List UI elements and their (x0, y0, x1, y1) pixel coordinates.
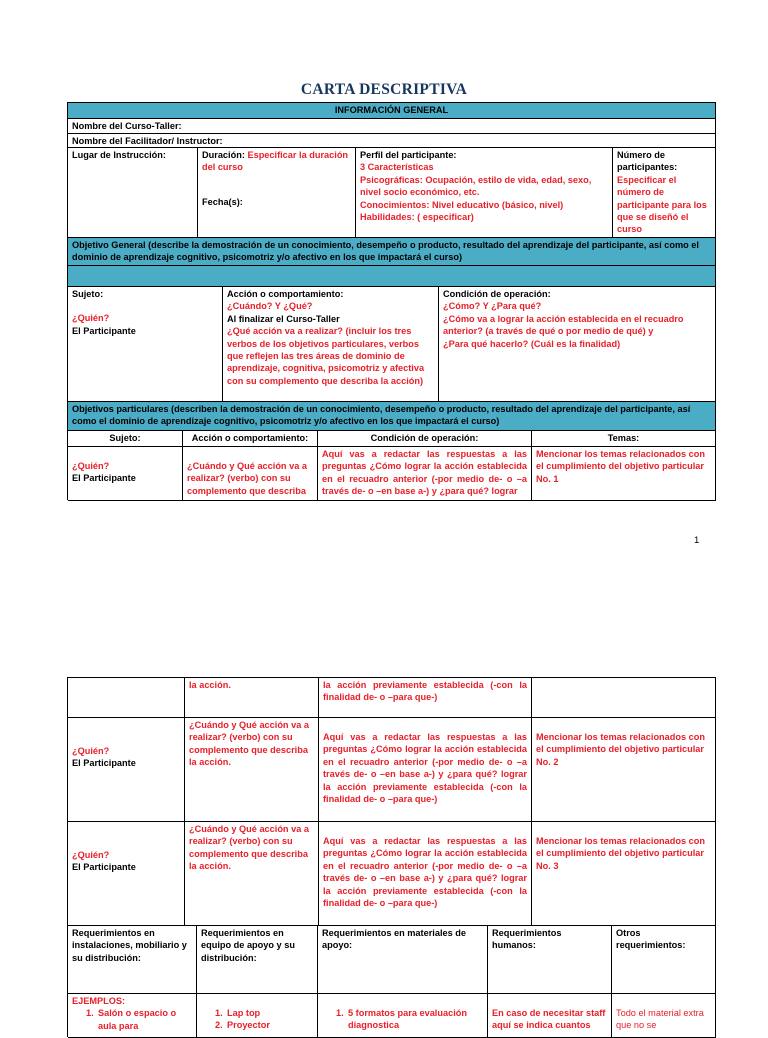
profile-line-2: Psicográficas: Ocupación, estilo de vida, edad, sexo, nivel socio económico, etc. (360, 174, 592, 198)
go-action-line-3: ¿Qué acción va a realizar? (incluir los tres verbos de los objetivos particulares, verbos que reflejen las tres áreas de dominio de aprendizaje, cognitiva, psicomotriz y afectiva con su complemento que describa la acción) (227, 326, 425, 386)
p2-row2-topics (532, 718, 716, 822)
po-row1-topics: Mencionar los temas relacionados con el cumplimiento del objetivo particular No. 1 (532, 447, 716, 501)
general-info-table (67, 102, 716, 500)
ex-other-text: Todo el material extra que no se (616, 1008, 704, 1031)
examples-label: EJEMPLOS: (72, 996, 126, 1006)
p2-row3-subject-value: El Participante (72, 862, 136, 873)
po-col-topics: Temas: (532, 431, 716, 447)
p2-row2-subject (68, 718, 185, 822)
p2-cont-subject (68, 678, 185, 718)
p2-row3-subject-question: ¿Quién? (72, 850, 110, 860)
ex-facilities-item-1: 1. Salón o espacio o aula para (86, 1008, 177, 1031)
ex-materials (318, 994, 488, 1038)
ex-other (612, 994, 716, 1038)
po-row1-subject-value: El Participante (72, 473, 136, 484)
profile-line-4: Habilidades: ( especificar) (360, 212, 474, 223)
p2-row3-action: ¿Cuándo y Qué acción va a realizar? (verbo) con su complemento que describa la acción. (185, 822, 319, 926)
req-materials: Requerimientos en materiales de apoyo: (318, 926, 488, 994)
go-condition-line-3: ¿Para qué hacerlo? (Cuál es la finalidad) (443, 338, 621, 349)
section-title-general-info: INFORMACIÓN GENERAL (68, 103, 716, 119)
profile-line-1: 3 Características (360, 162, 434, 173)
place-field: Lugar de Instrucción: (68, 148, 198, 238)
po-col-subject: Sujeto: (68, 431, 183, 447)
req-other: Otros requerimientos: (612, 926, 716, 994)
p2-cont-condition: la acción previamente establecida (-con la finalidad de- o –para que-) (319, 678, 532, 718)
go-subject-label: Sujeto: (72, 289, 104, 299)
ex-equipment (197, 994, 318, 1038)
participants-label: Número de participantes: (617, 150, 678, 173)
go-subject-question: ¿Quién? (72, 313, 110, 324)
duration-hint: Especificar la duración del curso (202, 150, 349, 173)
ex-materials-item-1: 1. 5 formatos para evaluación diagnostica (336, 1008, 467, 1031)
po-col-condition: Condición de operación: (318, 431, 532, 447)
p2-cont-action: la acción. (185, 678, 319, 718)
p2-row2-topics-text: Mencionar los temas relacionados con el cumplimiento del objetivo particular No. 2 (536, 732, 705, 767)
po-row1-action (183, 447, 318, 501)
p2-row2-subject-value: El Participante (72, 758, 136, 769)
duration-label: Duración: (202, 150, 245, 160)
document-title: CARTA DESCRIPTIVA (300, 81, 468, 98)
go-condition-label: Condición de operación: (443, 289, 551, 299)
po-col-action: Acción o comportamiento: (183, 431, 318, 447)
po-row1-subject-question: ¿Quién? (72, 461, 110, 471)
p2-row3-condition-text: Aquí vas a redactar las respuestas a las preguntas ¿Cómo lograr la acción establecida en el recuadro anterior (-por medio de- o –a través de- o –en base a-) y ¿para qué? lograr la acción previamente establecida (-con la finalidad de- o –para que-) (323, 836, 527, 909)
facilitator-field: Nombre del Facilitador/ Instructor: (68, 134, 716, 148)
particular-objectives-heading: Objetivos particulares (describen la demostración de un conocimiento, desempeño o producto, resultado del aprendizaje del participante, así como el dominio de aprendizaje cognitivo, psicomotriz y/o afectivo en los que impactará el curso) (68, 402, 716, 431)
p2-row2-condition-text: Aquí vas a redactar las respuestas a las preguntas ¿Cómo lograr la acción establecida en el recuadro anterior (-por medio de- o –a través de- o –en base a-) y ¿para qué? lograr la acción previamente establecida (-con la finalidad de- o –para que-) (323, 732, 527, 805)
page2-table (67, 677, 716, 1037)
ex-equipment-item-2: 2. Proyector (215, 1020, 270, 1031)
go-subject-value: El Participante (72, 325, 136, 336)
general-objective-blank-band (68, 266, 716, 287)
participants-cell (613, 148, 716, 238)
go-action-line-1: ¿Cuándo? Y ¿Qué? (227, 301, 313, 312)
req-facilities: Requerimientos en instalaciones, mobiliario y su distribución: (68, 926, 197, 994)
p2-cont-topics (532, 678, 716, 718)
ex-human-text: En caso de necesitar staff aquí se indica cuantos (492, 1008, 606, 1031)
go-condition-line-2: ¿Cómo va a lograr la acción establecida en el recuadro anterior? (a través de qué o por medio de qué) y (443, 313, 684, 337)
p2-row3-topics-text: Mencionar los temas relacionados con el cumplimiento del objetivo particular No. 3 (536, 836, 705, 871)
go-action-cell (223, 287, 439, 402)
p2-row2-subject-question: ¿Quién? (72, 746, 110, 756)
ex-facilities (68, 994, 197, 1038)
po-row1-condition: Aquí vas a redactar las respuestas a las preguntas ¿Cómo lograr la acción establecida en el recuadro anterior (-por medio de- o –a través de- o –en base a-) y ¿para qué? lograr (318, 447, 532, 501)
duration-cell (198, 148, 356, 238)
ex-equipment-item-1: 1. Lap top (215, 1008, 261, 1018)
participants-hint: Especificar el número de participante para los que se diseñó el curso (617, 174, 707, 235)
go-condition-cell (439, 287, 716, 402)
req-human: Requerimientos humanos: (488, 926, 612, 994)
ex-human (488, 994, 612, 1038)
profile-cell (356, 148, 613, 238)
go-action-line-2: Al finalizar el Curso-Taller (227, 313, 340, 324)
req-equipment: Requerimientos en equipo de apoyo y su distribución: (197, 926, 318, 994)
po-row1-action-text: ¿Cuándo y Qué acción va a realizar? (verbo) con su complemento que describa (187, 461, 307, 496)
profile-line-3: Conocimientos: Nivel educativo (básico, nivel) (360, 199, 564, 210)
go-condition-line-1: ¿Cómo? Y ¿Para qué? (443, 301, 542, 312)
p2-row3-topics (532, 822, 716, 926)
p2-row3-condition (319, 822, 532, 926)
course-name-field: Nombre del Curso-Taller: (68, 119, 716, 134)
profile-label: Perfil del participante: (360, 150, 457, 160)
go-subject-cell (68, 287, 223, 402)
p2-row2-action: ¿Cuándo y Qué acción va a realizar? (verbo) con su complemento que describa la acción. (185, 718, 319, 822)
p2-row2-condition (319, 718, 532, 822)
po-row1-subject (68, 447, 183, 501)
p2-row3-subject (68, 822, 185, 926)
go-action-label: Acción o comportamiento: (227, 289, 344, 299)
dates-label: Fecha(s): (202, 196, 243, 207)
general-objective-heading: Objetivo General (describe la demostración de un conocimiento, desempeño o producto, resultado del aprendizaje del participante, así como el dominio de aprendizaje cognitivo, psicomotriz y/o afectivo en los que impactará el curso) (68, 238, 716, 266)
page-number: 1 (694, 535, 700, 546)
